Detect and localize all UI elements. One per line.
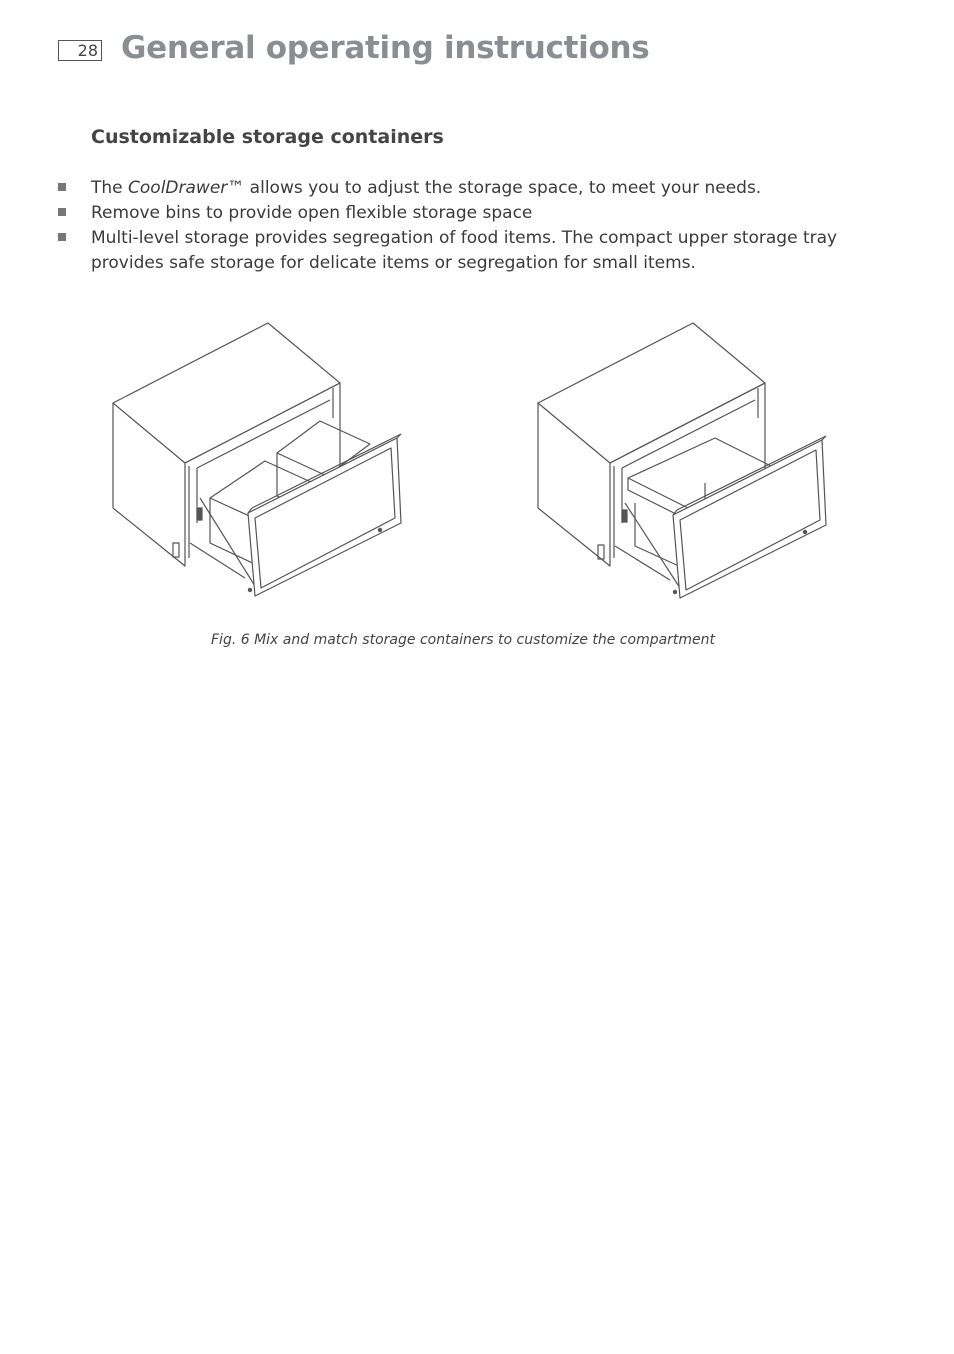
bullet-text: Remove bins to provide open flexible storage space — [91, 203, 533, 223]
page-number: 28 — [58, 40, 102, 61]
square-bullet-icon — [58, 183, 66, 191]
bullet-text: Multi-level storage provides segregation of food items. The compact upper storage tray provides safe storage for delicate items or segregation for small items. — [91, 228, 838, 273]
square-bullet-icon — [58, 233, 66, 241]
drawer-with-bins-illustration — [113, 323, 401, 596]
bullet-text-suffix: allows you to adjust the storage space, to meet your needs. — [244, 178, 762, 198]
figure-caption: Fig. 6 Mix and match storage containers to customize the compartment — [211, 632, 716, 648]
bullet-list — [58, 176, 908, 276]
bullet-text-prefix: The — [91, 178, 129, 198]
product-name: CoolDrawer™ — [128, 178, 245, 198]
drawer-illustrations — [105, 318, 835, 603]
list-item — [58, 226, 908, 276]
page-title: General operating instructions — [121, 30, 650, 66]
drawer-with-tray-illustration — [538, 323, 826, 598]
list-item — [58, 176, 908, 201]
section-heading: Customizable storage containers — [91, 126, 444, 148]
square-bullet-icon — [58, 208, 66, 216]
list-item — [58, 201, 908, 226]
